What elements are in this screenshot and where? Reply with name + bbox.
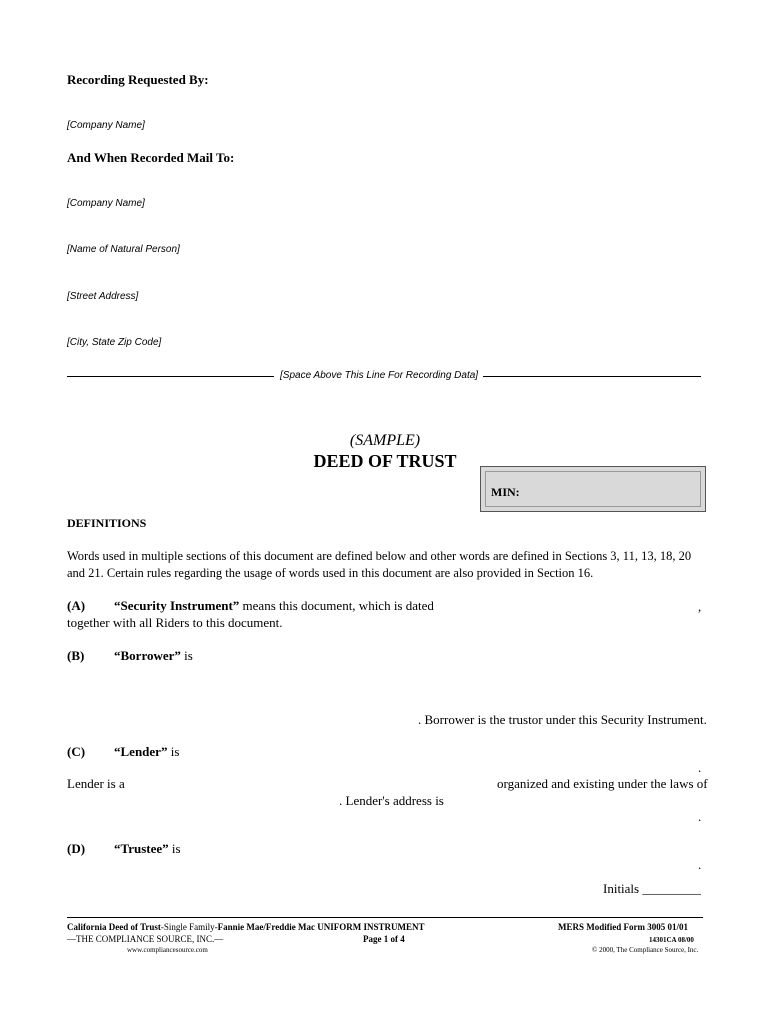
page-title: DEED OF TRUST xyxy=(313,451,457,471)
footer-company: —THE COMPLIANCE SOURCE, INC.— xyxy=(67,934,224,944)
def-d-period: . xyxy=(698,857,702,872)
space-above-line-label: [Space Above This Line For Recording Data] xyxy=(280,370,479,381)
def-d-term: “Trustee” xyxy=(114,841,169,856)
def-d-letter: (D) xyxy=(67,841,86,856)
def-c-letter: (C) xyxy=(67,744,86,759)
def-a-letter: (A) xyxy=(67,598,86,613)
city-state-zip-placeholder: [City, State Zip Code] xyxy=(67,337,162,348)
company-name-placeholder-2: [Company Name] xyxy=(67,198,145,209)
def-c-address: . Lender's address is xyxy=(339,793,444,808)
def-a-comma: , xyxy=(698,599,702,614)
definitions-intro-line-2: and 21. Certain rules regarding the usage of words used in this document are also provided in Section 16. xyxy=(67,566,594,580)
def-d-text xyxy=(114,840,181,857)
def-a-term: “Security Instrument” xyxy=(114,598,240,613)
footer-title-bold-2: Fannie Mae/Freddie Mac UNIFORM INSTRUMENT xyxy=(217,922,425,932)
footer-divider xyxy=(67,917,703,918)
def-b-trailer: . Borrower is the trustor under this Security Instrument. xyxy=(418,712,707,727)
def-c-lender-is: Lender is a xyxy=(67,776,125,791)
when-recorded-mail-to: And When Recorded Mail To: xyxy=(67,150,235,165)
company-name-placeholder: [Company Name] xyxy=(67,120,145,131)
def-a-line-2: together with all Riders to this document. xyxy=(67,615,283,630)
footer-form-code: 14301CA 08/00 xyxy=(649,936,694,944)
recording-requested-by: Recording Requested By: xyxy=(67,72,209,87)
def-d-body: is xyxy=(168,841,181,856)
def-b-text xyxy=(114,647,193,664)
footer-title-bold: California Deed of Trust xyxy=(67,922,161,932)
initials-label: Initials xyxy=(603,881,640,896)
footer-website: www.compliancesource.com xyxy=(127,946,208,954)
footer-page-number: Page 1 of 4 xyxy=(363,934,405,944)
def-b-term: “Borrower” xyxy=(114,648,181,663)
definitions-intro-line-1: Words used in multiple sections of this document are defined below and other words are defined in Sections 3, 11, 13, 18, 20 xyxy=(67,549,692,563)
natural-person-placeholder: [Name of Natural Person] xyxy=(67,244,180,255)
initials-blank: _________ xyxy=(642,881,701,896)
def-c-text xyxy=(114,743,179,760)
footer-copyright: © 2000, The Compliance Source, Inc. xyxy=(592,946,699,954)
def-b-letter: (B) xyxy=(67,648,85,663)
def-c-period-2: . xyxy=(698,809,702,824)
min-label: MIN: xyxy=(491,485,520,499)
def-a-body: means this document, which is dated xyxy=(239,598,434,613)
footer-title-normal: -Single Family- xyxy=(160,922,218,932)
def-c-period: . xyxy=(698,760,702,775)
def-c-organized: organized and existing under the laws of xyxy=(497,776,708,791)
definitions-heading: DEFINITIONS xyxy=(67,516,147,530)
def-c-body: is xyxy=(167,744,180,759)
footer-form-number: MERS Modified Form 3005 01/01 xyxy=(558,922,688,932)
recording-divider-left xyxy=(67,376,274,377)
def-b-body: is xyxy=(180,648,193,663)
recording-divider-right xyxy=(483,376,701,377)
min-field[interactable] xyxy=(480,466,706,512)
sample-label: (SAMPLE) xyxy=(349,432,421,449)
footer-form-title xyxy=(67,922,425,932)
def-c-term: “Lender” xyxy=(114,744,168,759)
def-a-text xyxy=(114,597,434,614)
initials-field[interactable] xyxy=(603,880,701,897)
street-address-placeholder: [Street Address] xyxy=(67,291,139,302)
